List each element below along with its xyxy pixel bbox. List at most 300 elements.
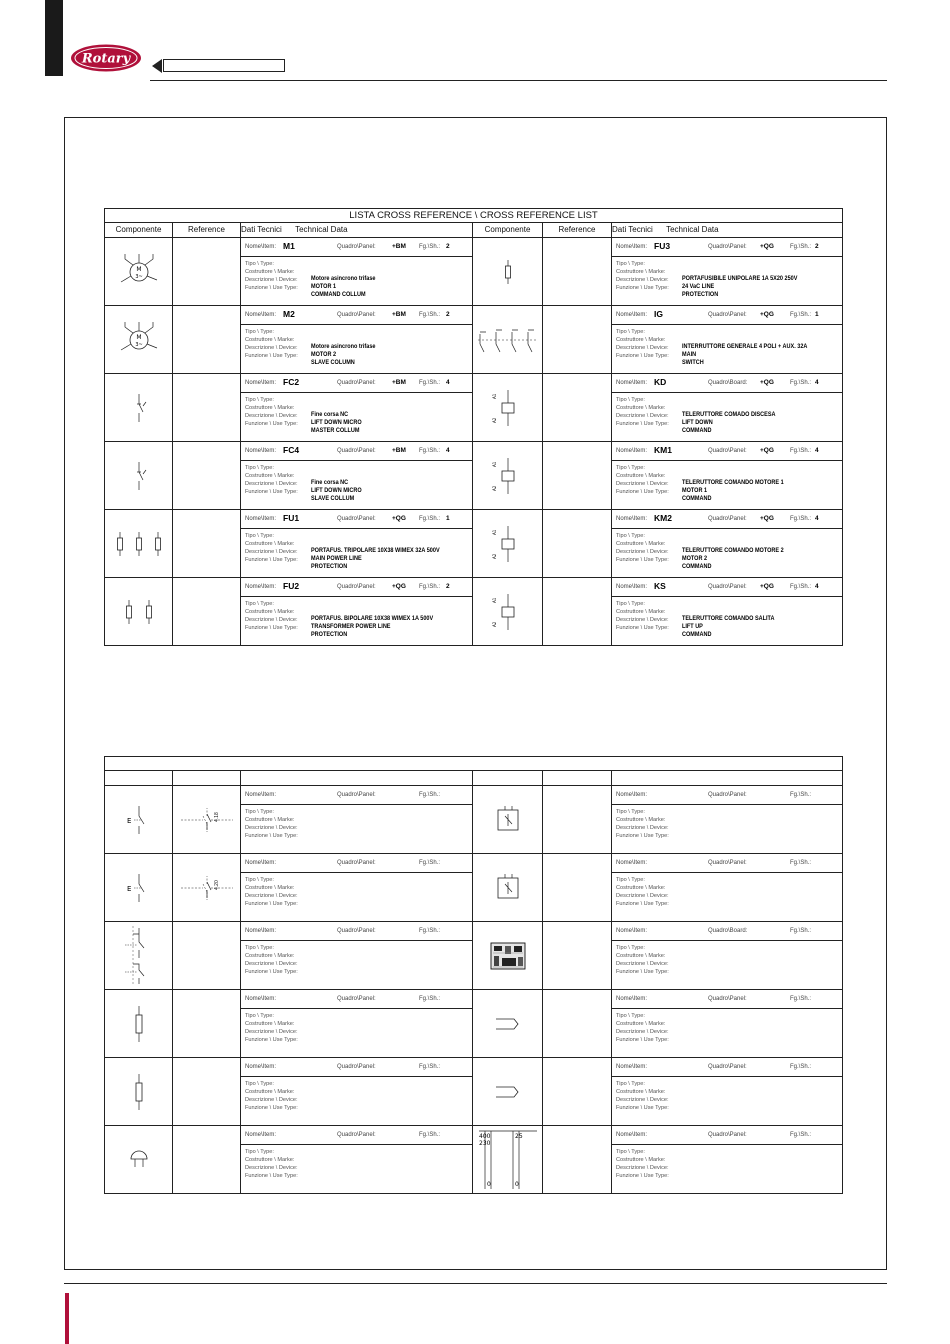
item-code: M1: [283, 241, 295, 251]
item-label: Nome\Item:: [245, 516, 277, 522]
component-symbol: [105, 578, 173, 646]
maker-label: Costruttore \ Marke:: [616, 405, 666, 411]
header-dark-bar: [45, 0, 63, 76]
component-symbol: [473, 786, 543, 854]
sheet-label: Fg.\Sh.:: [419, 244, 441, 250]
technical-data: [241, 854, 473, 922]
device-label: Descrizione \ Device:: [245, 1165, 298, 1171]
component-symbol: [473, 1058, 543, 1126]
detail-lines: [241, 529, 472, 570]
technical-data: [612, 306, 843, 374]
panel-value: +BM: [392, 379, 406, 386]
use-value: COMMAND: [682, 631, 712, 638]
header-componente: Componente: [473, 223, 543, 238]
reference-label: 4.18: [214, 811, 220, 822]
fuse-triple-icon: [105, 524, 172, 564]
detail-lines: [241, 873, 472, 907]
technical-data: [612, 786, 843, 854]
technical-data: [612, 442, 843, 510]
item-label: Nome\Item:: [245, 928, 277, 934]
item-label: Nome\Item:: [616, 792, 648, 798]
use-label: Funzione \ Use Type:: [245, 969, 298, 975]
panel-label: Quadro\Panel:: [337, 1064, 376, 1070]
maker-label: Costruttore \ Marke:: [245, 817, 295, 823]
type-label: Tipo \ Type:: [245, 945, 274, 951]
sheet-label: Fg.\Sh.:: [790, 448, 812, 454]
sheet-value: 4: [815, 379, 819, 386]
sheet-value: 2: [815, 243, 819, 250]
use-value: MOTOR 1: [682, 487, 708, 494]
use-value: TRANSFORMER POWER LINE: [311, 623, 391, 630]
use-value: COMMAND: [682, 427, 712, 434]
device-value: PORTAFUSIBILE UNIPOLARE 1A 5X20 250V: [682, 275, 798, 282]
horn-icon: [105, 1145, 172, 1175]
panel-label: Quadro\Board:: [708, 380, 748, 386]
item-row: [612, 510, 842, 529]
sheet-label: Fg.\Sh.:: [790, 312, 812, 318]
table-row: [105, 854, 843, 922]
table-row: [105, 238, 843, 306]
item-row: [241, 442, 472, 461]
panel-label: Quadro\Panel:: [708, 1132, 747, 1138]
sheet-value: 2: [446, 243, 450, 250]
maker-label: Costruttore \ Marke:: [245, 1157, 295, 1163]
table-row: [105, 578, 843, 646]
item-label: Nome\Item:: [245, 860, 277, 866]
panel-label: Quadro\Panel:: [337, 380, 376, 386]
use-label: Funzione \ Use Type:: [245, 833, 298, 839]
limit-switch-icon: [105, 456, 172, 496]
sheet-label: Fg.\Sh.:: [790, 792, 812, 798]
detail-lines: [612, 1009, 842, 1043]
use-value: MOTOR 2: [682, 555, 708, 562]
maker-label: Costruttore \ Marke:: [245, 405, 295, 411]
footer-rule: [64, 1283, 887, 1284]
sheet-label: Fg.\Sh.:: [790, 996, 812, 1002]
item-row: [612, 238, 842, 257]
panel-value: +BM: [392, 243, 406, 250]
detail-lines: [612, 597, 842, 638]
panel-label: Quadro\Panel:: [708, 448, 747, 454]
detail-lines: [241, 805, 472, 839]
device-label: Descrizione \ Device:: [616, 825, 669, 831]
item-code: FU1: [283, 513, 300, 523]
maker-label: Costruttore \ Marke:: [245, 1021, 295, 1027]
item-label: Nome\Item:: [616, 516, 648, 522]
detail-lines: [612, 257, 842, 298]
use-label: Funzione \ Use Type:: [616, 969, 669, 975]
device-label: Descrizione \ Device:: [245, 549, 298, 555]
item-label: Nome\Item:: [245, 584, 277, 590]
panel-label: Quadro\Panel:: [337, 792, 376, 798]
technical-data: [241, 922, 473, 990]
sheet-label: Fg.\Sh.:: [790, 516, 812, 522]
device-value: Fine corsa NC: [311, 411, 349, 418]
use-value: MAIN: [682, 351, 697, 358]
item-row: [612, 306, 842, 325]
terminal-label: 0: [514, 1180, 519, 1188]
reference-cell: [543, 442, 612, 510]
component-symbol: [473, 990, 543, 1058]
type-label: Tipo \ Type:: [616, 945, 645, 951]
item-label: Nome\Item:: [616, 928, 648, 934]
contactor-coil-icon: [473, 454, 542, 498]
device-label: Descrizione \ Device:: [616, 345, 669, 351]
device-label: Descrizione \ Device:: [616, 617, 669, 623]
item-label: Nome\Item:: [245, 1132, 277, 1138]
item-label: Nome\Item:: [245, 792, 277, 798]
use-value: COMMAND COLLUM: [311, 291, 366, 298]
panel-value: +BM: [392, 447, 406, 454]
maker-label: Costruttore \ Marke:: [616, 269, 666, 275]
use-value: LIFT DOWN MICRO: [311, 419, 362, 426]
header-blank: [241, 771, 473, 786]
table-row: [105, 510, 843, 578]
maker-label: Costruttore \ Marke:: [616, 473, 666, 479]
device-value: TELERUTTORE COMANDO SALITA: [682, 615, 775, 622]
detail-lines: [612, 1077, 842, 1111]
technical-data: [612, 922, 843, 990]
device-value: Motore asincrono trifase: [311, 343, 376, 350]
sheet-label: Fg.\Sh.:: [419, 1132, 441, 1138]
type-label: Tipo \ Type:: [245, 1081, 274, 1087]
type-label: Tipo \ Type:: [616, 1013, 645, 1019]
sheet-value: 1: [815, 311, 819, 318]
footer-accent-bar: [65, 1293, 69, 1344]
item-label: Nome\Item:: [245, 380, 277, 386]
item-row: [612, 854, 842, 873]
resistor-icon: [105, 1002, 172, 1046]
terminal-label: 230: [478, 1139, 490, 1147]
use-label: Funzione \ Use Type:: [245, 1037, 298, 1043]
device-label: Descrizione \ Device:: [245, 893, 298, 899]
item-row: [241, 238, 472, 257]
device-label: Descrizione \ Device:: [245, 825, 298, 831]
item-row: [241, 786, 472, 805]
item-code: FU3: [654, 241, 671, 251]
sheet-label: Fg.\Sh.:: [419, 448, 441, 454]
item-code: KD: [654, 377, 667, 387]
pushbutton-icon: [105, 868, 172, 908]
table-title-blank: [105, 757, 843, 771]
panel-label: Quadro\Panel:: [708, 584, 747, 590]
item-code: FC2: [283, 377, 300, 387]
use-value: MOTOR 2: [311, 351, 337, 358]
device-label: Descrizione \ Device:: [245, 961, 298, 967]
selector-switch-icon: [105, 925, 172, 987]
header-blank: [173, 771, 241, 786]
component-symbol: [105, 1058, 173, 1126]
component-symbol: [105, 238, 173, 306]
maker-label: Costruttore \ Marke:: [245, 337, 295, 343]
header-rule: [150, 80, 887, 81]
item-row: [241, 578, 472, 597]
item-label: Nome\Item:: [616, 1064, 648, 1070]
thermal-relay-icon: [473, 803, 542, 837]
type-label: Tipo \ Type:: [616, 261, 645, 267]
item-label: Nome\Item:: [616, 244, 648, 250]
maker-label: Costruttore \ Marke:: [616, 541, 666, 547]
contactor-coil-icon: [473, 590, 542, 634]
item-label: Nome\Item:: [616, 312, 648, 318]
use-label: Funzione \ Use Type:: [245, 1105, 298, 1111]
use-value: LIFT DOWN: [682, 419, 713, 426]
item-row: [241, 374, 472, 393]
item-row: [612, 374, 842, 393]
maker-label: Costruttore \ Marke:: [245, 609, 295, 615]
sheet-label: Fg.\Sh.:: [790, 584, 812, 590]
technical-data: [612, 510, 843, 578]
item-row: [241, 922, 472, 941]
maker-label: Costruttore \ Marke:: [616, 609, 666, 615]
item-label: Nome\Item:: [245, 244, 277, 250]
terminal-strip-icon: [473, 1129, 542, 1191]
panel-label: Quadro\Panel:: [337, 860, 376, 866]
header-technical-data: Dati Tecnici Technical Data: [612, 223, 843, 238]
table-title: LISTA CROSS REFERENCE \ CROSS REFERENCE LIST: [105, 209, 843, 223]
use-value: MASTER COLLUM: [311, 427, 360, 434]
item-label: Nome\Item:: [616, 584, 648, 590]
use-value: LIFT UP: [682, 623, 703, 630]
device-value: TELERUTTORE COMANDO MOTORE 2: [682, 547, 784, 554]
reference-cell: [173, 374, 241, 442]
technical-data: [612, 1126, 843, 1194]
use-value: 24 VaC LINE: [682, 283, 715, 290]
item-code: IG: [654, 309, 663, 319]
header-blank: [612, 771, 843, 786]
device-value: INTERRUTTORE GENERALE 4 POLI + AUX. 32A: [682, 343, 808, 350]
svg-text:Rotary: Rotary: [81, 51, 131, 67]
main-switch-icon: [473, 320, 542, 360]
panel-label: Quadro\Panel:: [337, 312, 376, 318]
item-label: Nome\Item:: [616, 1132, 648, 1138]
reference-cell: [173, 578, 241, 646]
use-label: Funzione \ Use Type:: [245, 353, 298, 359]
type-label: Tipo \ Type:: [616, 465, 645, 471]
panel-label: Quadro\Panel:: [708, 792, 747, 798]
component-symbol: [105, 786, 173, 854]
detail-lines: [612, 393, 842, 434]
use-label: Funzione \ Use Type:: [616, 353, 669, 359]
item-code: M2: [283, 309, 295, 319]
technical-data: [612, 374, 843, 442]
use-value: COMMAND: [682, 563, 712, 570]
device-value: TELERUTTORE COMADO DISCESA: [682, 411, 776, 418]
detail-lines: [241, 325, 472, 366]
type-label: Tipo \ Type:: [616, 601, 645, 607]
item-label: Nome\Item:: [245, 996, 277, 1002]
use-label: Funzione \ Use Type:: [616, 557, 669, 563]
header-reference: Reference: [543, 223, 612, 238]
ref-contact-icon: [173, 868, 240, 908]
panel-label: Quadro\Panel:: [337, 996, 376, 1002]
component-symbol: [473, 510, 543, 578]
type-label: Tipo \ Type:: [245, 261, 274, 267]
technical-data: [241, 786, 473, 854]
sheet-label: Fg.\Sh.:: [419, 312, 441, 318]
device-label: Descrizione \ Device:: [245, 277, 298, 283]
panel-value: +QG: [760, 447, 774, 454]
use-label: Funzione \ Use Type:: [616, 833, 669, 839]
maker-label: Costruttore \ Marke:: [616, 817, 666, 823]
item-label: Nome\Item:: [616, 860, 648, 866]
device-value: Motore asincrono trifase: [311, 275, 376, 282]
type-label: Tipo \ Type:: [245, 465, 274, 471]
type-label: Tipo \ Type:: [245, 809, 274, 815]
use-value: SLAVE COLUMN: [311, 359, 355, 366]
panel-value: +QG: [392, 515, 406, 522]
component-symbol: [473, 854, 543, 922]
use-label: Funzione \ Use Type:: [245, 489, 298, 495]
type-label: Tipo \ Type:: [616, 1081, 645, 1087]
technical-data: [241, 306, 473, 374]
connector-icon: [473, 1014, 542, 1034]
reference-cell: [543, 1126, 612, 1194]
header-reference: Reference: [173, 223, 241, 238]
device-label: Descrizione \ Device:: [245, 345, 298, 351]
pushbutton-icon: [105, 800, 172, 840]
sheet-label: Fg.\Sh.:: [419, 516, 441, 522]
reference-cell: [173, 854, 241, 922]
technical-data: [241, 990, 473, 1058]
item-code: KS: [654, 581, 666, 591]
type-label: Tipo \ Type:: [616, 329, 645, 335]
use-label: Funzione \ Use Type:: [245, 901, 298, 907]
maker-label: Costruttore \ Marke:: [616, 337, 666, 343]
header-blank: [105, 771, 173, 786]
reference-cell: [543, 786, 612, 854]
sheet-label: Fg.\Sh.:: [419, 996, 441, 1002]
device-label: Descrizione \ Device:: [245, 1097, 298, 1103]
table-row: [105, 922, 843, 990]
type-label: Tipo \ Type:: [245, 877, 274, 883]
item-code: FU2: [283, 581, 300, 591]
item-row: [612, 442, 842, 461]
use-label: Funzione \ Use Type:: [616, 489, 669, 495]
blank-reference-table: [104, 756, 843, 1194]
detail-lines: [612, 873, 842, 907]
sheet-label: Fg.\Sh.:: [419, 584, 441, 590]
thermal-relay-icon: [473, 871, 542, 905]
use-value: PROTECTION: [682, 291, 719, 298]
sheet-label: Fg.\Sh.:: [419, 792, 441, 798]
device-label: Descrizione \ Device:: [616, 1029, 669, 1035]
use-value: SLAVE COLLUM: [311, 495, 355, 502]
panel-label: Quadro\Panel:: [337, 516, 376, 522]
sheet-label: Fg.\Sh.:: [419, 860, 441, 866]
reference-cell: [173, 442, 241, 510]
reference-cell: [173, 510, 241, 578]
component-symbol: [105, 990, 173, 1058]
sheet-value: 2: [446, 311, 450, 318]
use-label: Funzione \ Use Type:: [616, 901, 669, 907]
panel-label: Quadro\Panel:: [337, 448, 376, 454]
maker-label: Costruttore \ Marke:: [245, 269, 295, 275]
item-row: [241, 306, 472, 325]
device-label: Descrizione \ Device:: [616, 277, 669, 283]
contactor-coil-icon: [473, 386, 542, 430]
sheet-label: Fg.\Sh.:: [790, 1064, 812, 1070]
detail-lines: [241, 461, 472, 502]
technical-data: [612, 238, 843, 306]
device-label: Descrizione \ Device:: [616, 1097, 669, 1103]
panel-label: Quadro\Panel:: [708, 1064, 747, 1070]
item-row: [241, 990, 472, 1009]
technical-data: [241, 374, 473, 442]
panel-label: Quadro\Panel:: [337, 928, 376, 934]
sheet-value: 4: [815, 447, 819, 454]
component-symbol: [105, 510, 173, 578]
contactor-coil-icon: [473, 522, 542, 566]
sheet-value: 1: [446, 515, 450, 522]
panel-label: Quadro\Panel:: [337, 1132, 376, 1138]
header-blank: [543, 771, 612, 786]
use-label: Funzione \ Use Type:: [616, 1037, 669, 1043]
maker-label: Costruttore \ Marke:: [616, 953, 666, 959]
maker-label: Costruttore \ Marke:: [616, 1089, 666, 1095]
device-label: Descrizione \ Device:: [245, 481, 298, 487]
type-label: Tipo \ Type:: [245, 1149, 274, 1155]
technical-data: [241, 510, 473, 578]
type-label: Tipo \ Type:: [616, 533, 645, 539]
type-label: Tipo \ Type:: [616, 397, 645, 403]
maker-label: Costruttore \ Marke:: [245, 1089, 295, 1095]
item-row: [241, 854, 472, 873]
sheet-value: 4: [815, 583, 819, 590]
use-value: COMMAND: [682, 495, 712, 502]
cross-reference-table: [104, 208, 843, 646]
detail-lines: [612, 529, 842, 570]
component-symbol: [105, 922, 173, 990]
use-label: Funzione \ Use Type:: [245, 421, 298, 427]
table-row: [105, 1126, 843, 1194]
component-symbol: [473, 374, 543, 442]
reference-cell: [543, 578, 612, 646]
sheet-label: Fg.\Sh.:: [790, 244, 812, 250]
use-value: PROTECTION: [311, 563, 348, 570]
use-label: Funzione \ Use Type:: [616, 1105, 669, 1111]
technical-data: [612, 1058, 843, 1126]
reference-cell: [173, 922, 241, 990]
item-code: KM1: [654, 445, 672, 455]
use-value: MOTOR 1: [311, 283, 337, 290]
detail-lines: [241, 597, 472, 638]
technical-data: [241, 578, 473, 646]
type-label: Tipo \ Type:: [245, 397, 274, 403]
use-label: Funzione \ Use Type:: [616, 421, 669, 427]
reference-label: 4.20: [214, 879, 220, 890]
use-label: Funzione \ Use Type:: [245, 1173, 298, 1179]
type-label: Tipo \ Type:: [245, 533, 274, 539]
reference-cell: [543, 990, 612, 1058]
detail-lines: [241, 257, 472, 298]
item-label: Nome\Item:: [616, 380, 648, 386]
panel-value: +QG: [760, 583, 774, 590]
component-symbol: [473, 578, 543, 646]
detail-lines: [241, 393, 472, 434]
sheet-label: Fg.\Sh.:: [790, 928, 812, 934]
component-symbol: [105, 442, 173, 510]
device-value: Fine corsa NC: [311, 479, 349, 486]
detail-lines: [241, 1077, 472, 1111]
item-label: Nome\Item:: [245, 1064, 277, 1070]
maker-label: Costruttore \ Marke:: [616, 1157, 666, 1163]
panel-label: Quadro\Panel:: [708, 516, 747, 522]
type-label: Tipo \ Type:: [616, 809, 645, 815]
component-symbol: [473, 922, 543, 990]
maker-label: Costruttore \ Marke:: [245, 541, 295, 547]
table-row: [105, 374, 843, 442]
